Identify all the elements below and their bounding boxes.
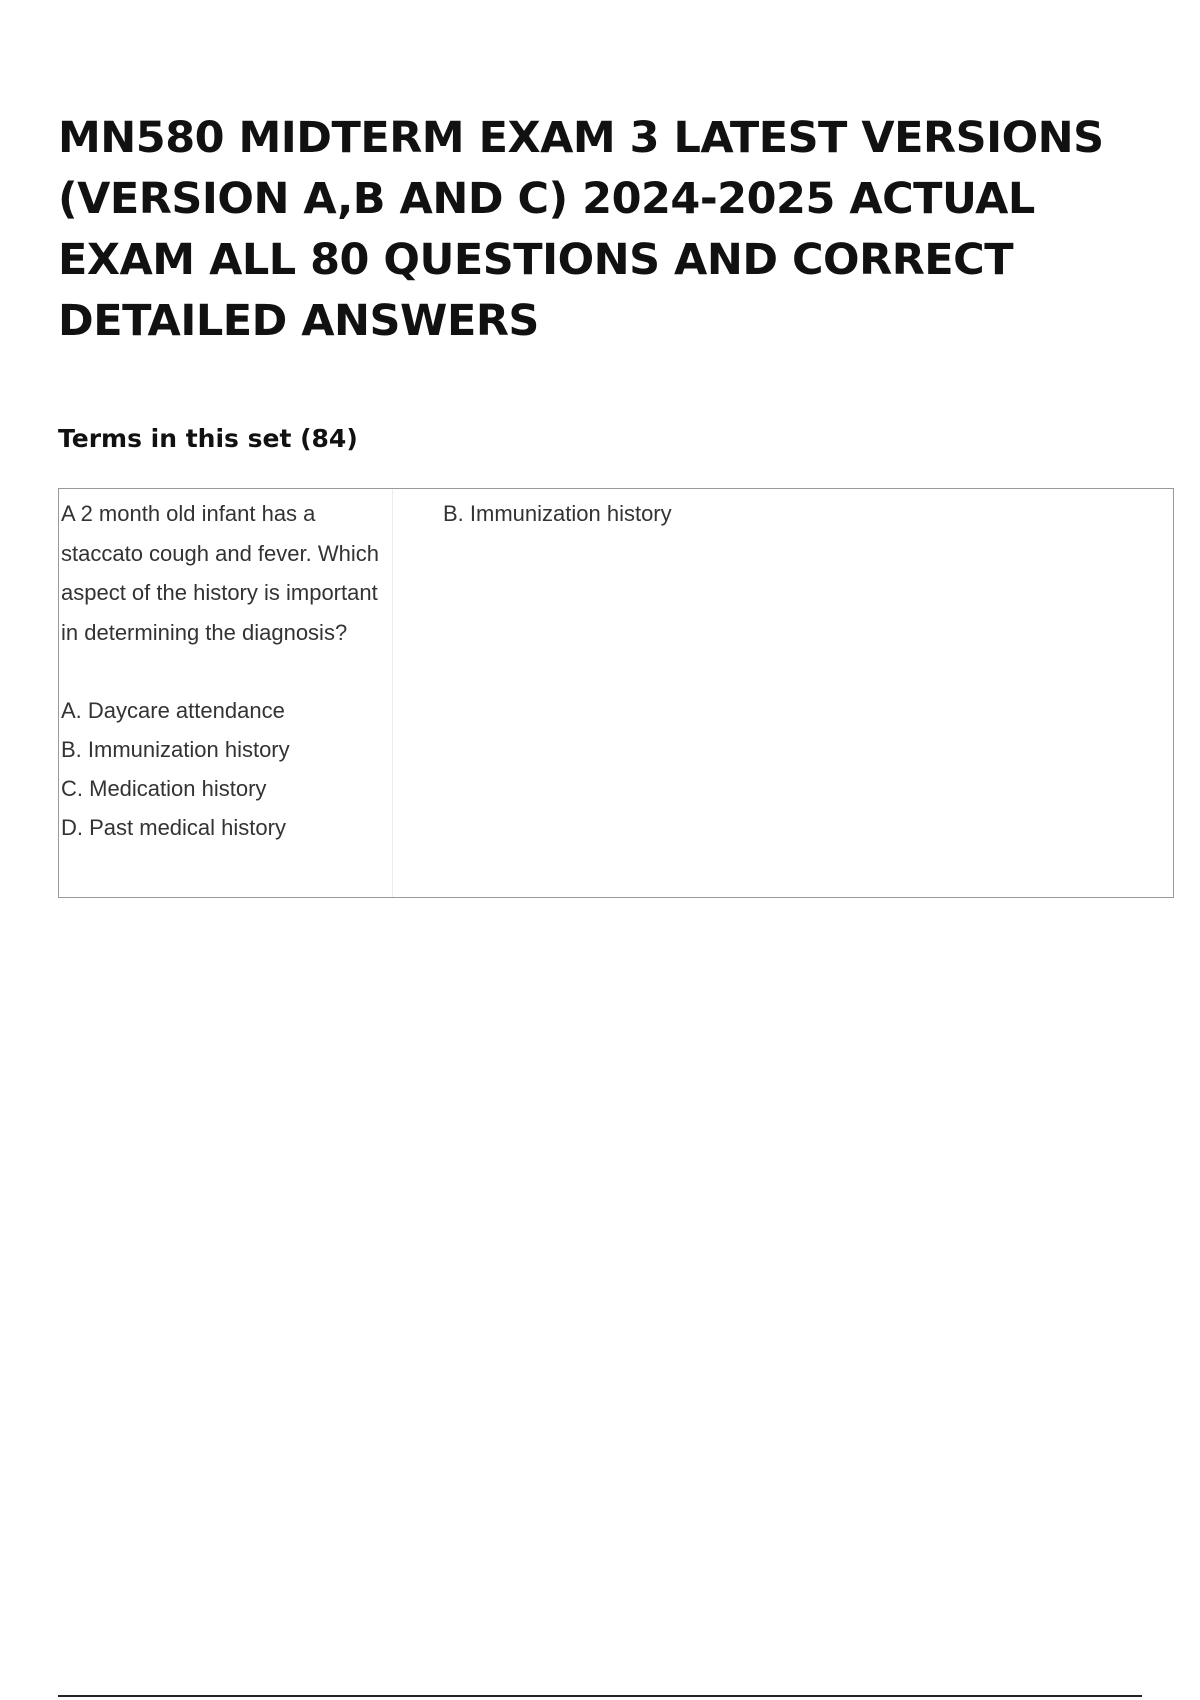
- option-b: B. Immunization history: [61, 737, 290, 762]
- option-c: C. Medication history: [61, 776, 267, 801]
- page-title: MN580 MIDTERM EXAM 3 LATEST VERSIONS (VERSION A,B AND C) 2024-2025 ACTUAL EXAM ALL 80 QUESTIONS AND CORRECT DETAILED ANSWERS: [58, 113, 1104, 346]
- answer-options-list: [61, 691, 392, 847]
- answer-text: B. Immunization history: [443, 501, 672, 526]
- question-text: A 2 month old infant has a staccato cough and fever. Which aspect of the history is important in determining the diagnosis?: [61, 501, 379, 645]
- term-question-cell: [59, 489, 393, 897]
- term-card: [58, 488, 1174, 898]
- terms-count-heading: Terms in this set (84): [58, 424, 358, 453]
- footer-divider: [58, 1695, 1142, 1697]
- option-d: D. Past medical history: [61, 815, 286, 840]
- option-a: A. Daycare attendance: [61, 698, 285, 723]
